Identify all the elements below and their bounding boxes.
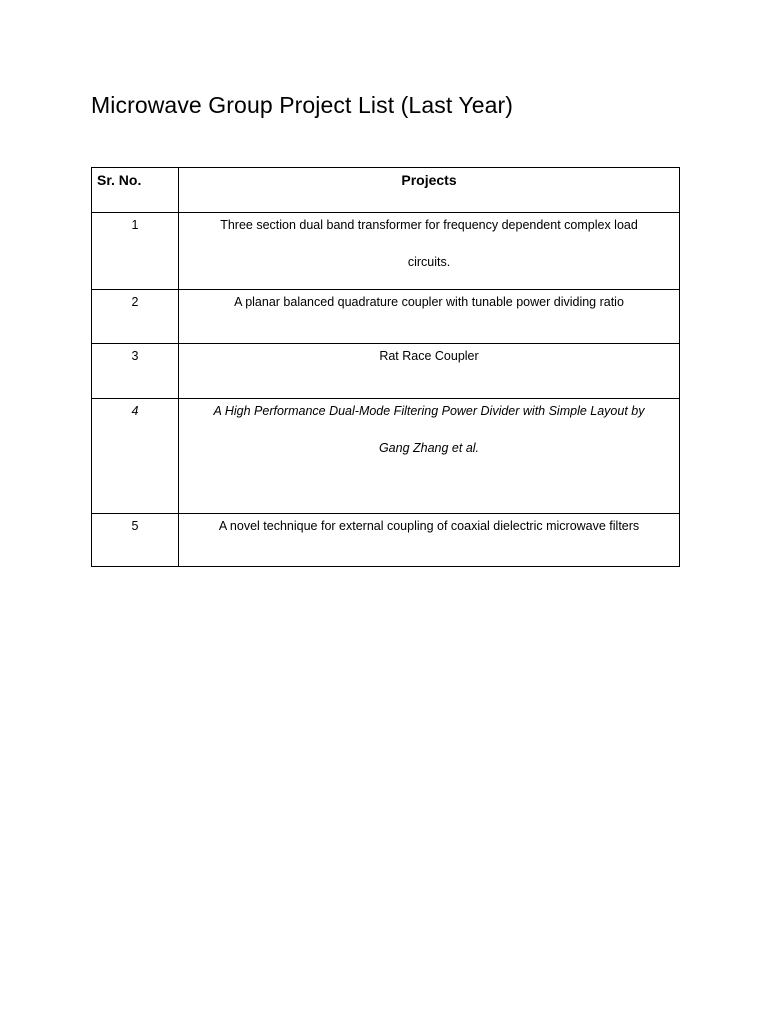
table-row (92, 213, 680, 290)
srno-value: 2 (131, 295, 139, 309)
table-row (92, 344, 680, 399)
project-cell (179, 213, 680, 290)
project-text-continued: Gang Zhang et al. (378, 441, 480, 455)
project-text: A planar balanced quadrature coupler with tunable power dividing ratio (234, 295, 624, 309)
column-header-srno (92, 168, 179, 213)
srno-cell (92, 213, 179, 290)
project-cell (179, 290, 680, 344)
srno-value: 4 (131, 404, 139, 418)
project-text: Three section dual band transformer for frequency dependent complex load (220, 218, 638, 232)
column-header-projects-label: Projects (401, 172, 457, 188)
project-cell (179, 344, 680, 399)
project-text-continued: circuits. (407, 255, 451, 269)
srno-cell (92, 399, 179, 514)
srno-cell (92, 290, 179, 344)
srno-value: 3 (131, 349, 139, 363)
table-header-row (92, 168, 680, 213)
project-text: A novel technique for external coupling of coaxial dielectric microwave filters (218, 519, 640, 533)
srno-cell (92, 514, 179, 567)
table-row (92, 399, 680, 514)
table-row (92, 514, 680, 567)
srno-value: 1 (131, 218, 139, 232)
project-text: Rat Race Coupler (379, 349, 479, 363)
project-cell (179, 399, 680, 514)
project-cell (179, 514, 680, 567)
table-row (92, 290, 680, 344)
column-header-srno-label: Sr. No. (97, 172, 142, 188)
srno-value: 5 (131, 519, 139, 533)
column-header-projects (179, 168, 680, 213)
srno-cell (92, 344, 179, 399)
project-table (91, 167, 680, 567)
project-text: A High Performance Dual-Mode Filtering Power Divider with Simple Layout by (213, 404, 645, 418)
document-title: Microwave Group Project List (Last Year) (91, 92, 514, 118)
